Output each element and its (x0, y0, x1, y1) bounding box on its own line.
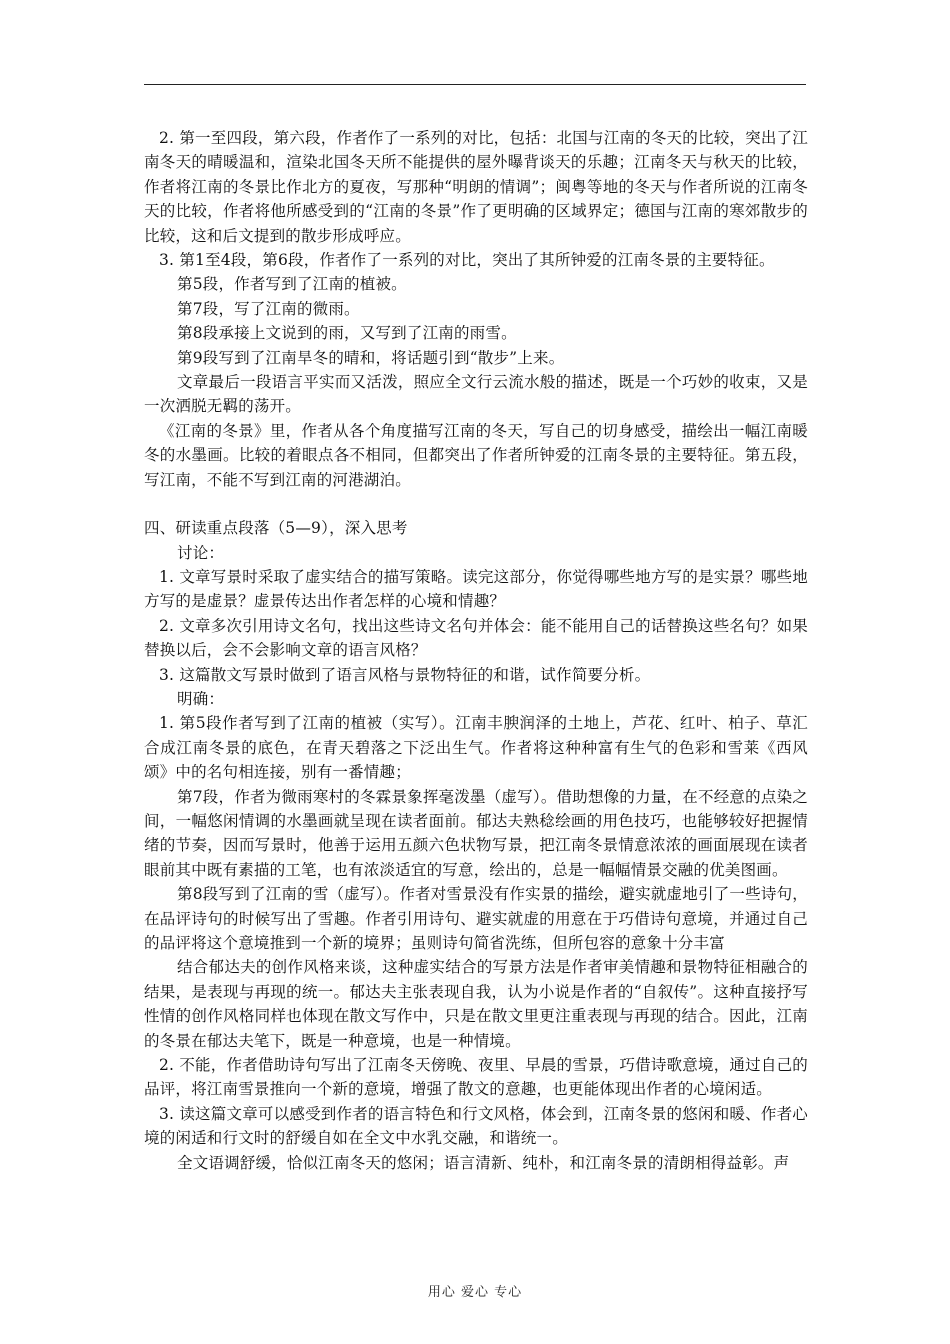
paragraph: 《江南的冬景》里，作者从各个角度描写江南的冬天，写自己的切身感受，描绘出一幅江南暖冬的水墨画。比较的着眼点各不相同，但都突出了作者所钟爱的江南冬景的主要特征。第五段，写江南，不能不写到江南的河港湖泊。 (144, 421, 808, 489)
paragraph: 第7段，写了江南的微雨。 (177, 299, 360, 318)
section-heading: 四、研读重点段落（5—9），深入思考 (144, 519, 408, 538)
paragraph: 2. 第一至四段，第六段，作者作了一系列的对比，包括：北国与江南的冬天的比较，突出了江南冬天的晴暖温和，渲染北国冬天所不能提供的屋外曝背谈天的乐趣；江南冬天与秋天的比较，作者将江南的冬景比作北方的夏夜，写那种“明朗的情调”；闽粤等地的冬天与作者所说的江南冬天的比较，作者将他所感受到的“江南的冬景”作了更明确的区域界定；德国与江南的寒郊散步的比较，这和后文提到的散步形成呼应。 (144, 129, 808, 245)
paragraph: 第5段，作者写到了江南的植被。 (177, 275, 407, 294)
paragraph: 1. 第5段作者写到了江南的植被（实写）。江南丰腴润泽的土地上，芦花、红叶、柏子、草汇合成江南冬景的底色，在青天碧落之下泛出生气。作者将这种种富有生气的色彩和雪莱《西风颂》中的名句相连接，别有一番情趣； (144, 714, 808, 782)
paragraph: 讨论： (177, 543, 225, 562)
paragraph: 明确： (177, 689, 225, 708)
paragraph: 3. 这篇散文写景时做到了语言风格与景物特征的和谐，试作简要分析。 (159, 665, 651, 684)
paragraph: 第9段写到了江南旱冬的晴和，将话题引到“散步”上来。 (177, 348, 565, 367)
paragraph: 文章最后一段语言平实而又活泼，照应全文行云流水般的描述，既是一个巧妙的收束，又是一次洒脱无羁的荡开。 (144, 373, 808, 416)
paragraph: 全文语调舒缓，恰似江南冬天的悠闲；语言清新、纯朴，和江南冬景的清朗相得益彰。声 (177, 1153, 790, 1172)
header-rule (144, 84, 806, 85)
blank-line (144, 492, 808, 516)
paragraph: 第8段承接上文说到的雨，又写到了江南的雨雪。 (177, 324, 517, 343)
paragraph: 第8段写到了江南的雪（虚写）。作者对雪景没有作实景的描绘，避实就虚地引了一些诗句，在品评诗句的时候写出了雪趣。作者引用诗句、避实就虚的用意在于巧借诗句意境，并通过自己的品评将这个意境推到一个新的境界；虽则诗句简省洗练，但所包容的意象十分丰富 (144, 885, 808, 952)
paragraph: 3. 第1至4段，第6段，作者作了一系列的对比，突出了其所钟爱的江南冬景的主要特征。 (159, 251, 775, 270)
paragraph: 1. 文章写景时采取了虚实结合的描写策略。读完这部分，你觉得哪些地方写的是实景？哪些地方写的是虚景？虚景传达出作者怎样的心境和情趣？ (144, 567, 808, 611)
paragraph: 结合郁达夫的创作风格来谈，这种虚实结合的写景方法是作者审美情趣和景物特征相融合的结果，是表现与再现的统一。郁达夫主张表现自我，认为小说是作者的“自叙传”。这种直接抒写性情的创作风格同样也体现在散文写作中，只是在散文里更注重表现与再现的结合。因此，江南的冬景在郁达夫笔下，既是一种意境，也是一种情境。 (144, 958, 808, 1050)
paragraph: 2. 不能，作者借助诗句写出了江南冬天傍晚、夜里、早晨的雪景，巧借诗歌意境，通过自己的品评，将江南雪景推向一个新的意境，增强了散文的意趣，也更能体现出作者的心境闲适。 (144, 1056, 808, 1099)
paragraph: 第7段，作者为微雨寒村的冬霖景象挥毫泼墨（虚写）。借助想像的力量，在不经意的点染之间，一幅悠闲情调的水墨画就呈现在读者面前。郁达夫熟稔绘画的用色技巧，也能够较好把握情绪的节奏，因而写景时，他善于运用五颜六色状物写景，把江南冬景情意浓浓的画面展现在读者眼前其中既有素描的工笔，也有浓淡适宜的写意，绘出的，总是一幅幅情景交融的优美图画。 (144, 787, 808, 879)
page-footer: 用心 爱心 专心 (427, 1285, 523, 1300)
paragraph: 2. 文章多次引用诗文名句，找出这些诗文名句并体会：能不能用自己的话替换这些名句？如果替换以后，会不会影响文章的语言风格？ (144, 616, 808, 660)
paragraph: 3. 读这篇文章可以感受到作者的语言特色和行文风格，体会到，江南冬景的悠闲和暖、作者心境的闲适和行文时的舒缓自如在全文中水乳交融，和谐统一。 (144, 1104, 808, 1148)
document-body (144, 126, 808, 1175)
